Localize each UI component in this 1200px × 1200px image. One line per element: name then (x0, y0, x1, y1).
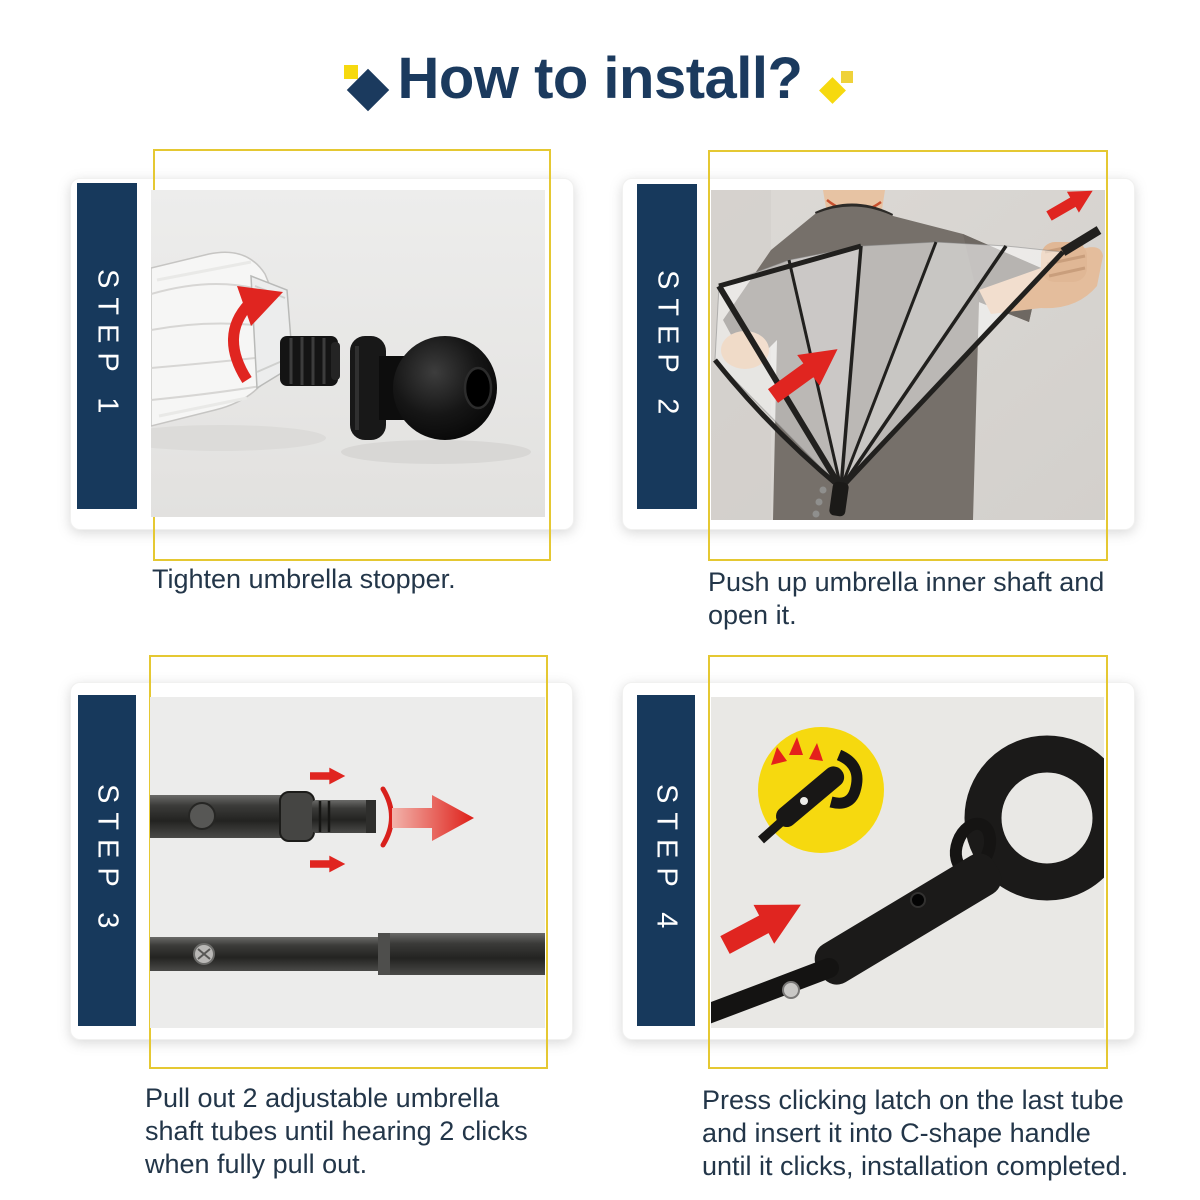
step1-photo (151, 190, 545, 517)
page-title: How to install? (397, 46, 803, 111)
caption-line: Tighten umbrella stopper. (152, 564, 456, 594)
step1-caption (152, 563, 456, 596)
step3-photo (150, 697, 545, 1028)
step1-label: STEP 1 (91, 269, 124, 423)
caption-line: when fully pull out. (145, 1149, 368, 1179)
shaft-tubes-illustration (150, 697, 545, 1028)
step3-label: STEP 3 (91, 783, 124, 938)
step2-banner (637, 184, 697, 509)
caption-line: and insert it into C-shape handle (702, 1118, 1091, 1148)
caption-line: open it. (708, 600, 797, 630)
caption-line: Press clicking latch on the last tube (702, 1085, 1124, 1115)
latch-closeup-inset (758, 727, 884, 853)
stopper-illustration (151, 190, 545, 517)
step4-caption (702, 1084, 1128, 1183)
step4-banner (637, 695, 695, 1026)
screw-thread (280, 336, 340, 386)
caption-line: Pull out 2 adjustable umbrella (145, 1083, 500, 1113)
step3-banner (78, 695, 136, 1026)
step2-label: STEP 2 (651, 269, 684, 424)
caption-line: shaft tubes until hearing 2 clicks (145, 1116, 528, 1146)
handle-insert-illustration (711, 697, 1104, 1028)
step4-label: STEP 4 (650, 783, 683, 938)
step4-photo (711, 697, 1104, 1028)
step2-caption (708, 566, 1104, 632)
umbrella-stopper (350, 336, 497, 440)
lower-shaft-tube (150, 933, 545, 975)
open-umbrella-illustration (711, 190, 1105, 520)
caption-line: until it clicks, installation completed. (702, 1151, 1129, 1181)
step3-caption (145, 1082, 528, 1181)
caption-line: Push up umbrella inner shaft and (708, 567, 1105, 597)
step1-banner (77, 183, 137, 509)
step2-photo (711, 190, 1105, 520)
